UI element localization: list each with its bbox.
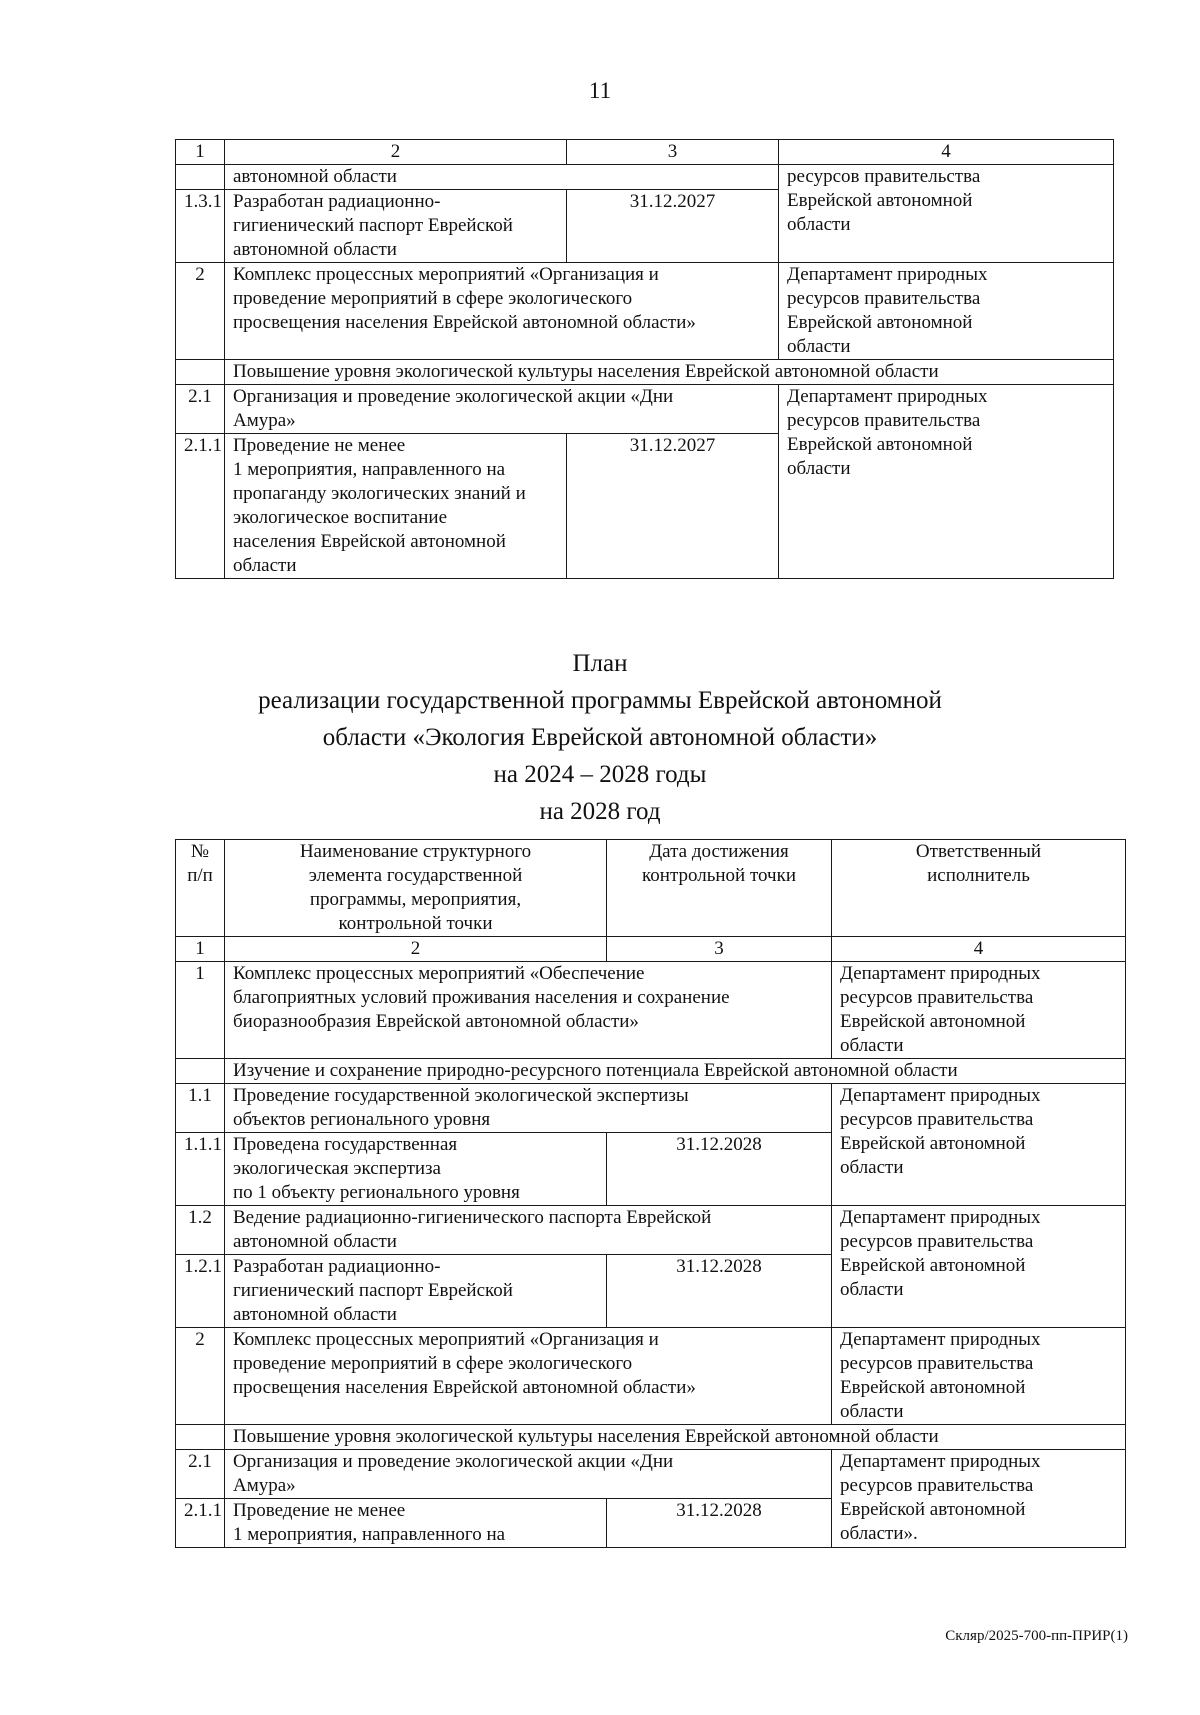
row-number: 2.1	[176, 385, 225, 434]
line: области	[840, 1279, 904, 1300]
row-responsible	[779, 385, 1114, 579]
row-number: 1.1.1	[176, 1133, 225, 1206]
table-row	[176, 1450, 1126, 1499]
line: Департамент природных	[787, 264, 988, 285]
col-number: 3	[567, 140, 779, 165]
line: п/п	[187, 865, 213, 886]
col-number: 1	[176, 937, 225, 962]
table-row	[176, 1206, 1126, 1255]
line: области	[233, 555, 297, 576]
row-name	[225, 1499, 607, 1548]
plan-table-2027-continuation	[175, 139, 1114, 579]
col-number: 4	[779, 140, 1114, 165]
row-responsible	[832, 1206, 1126, 1328]
column-number-row	[176, 140, 1114, 165]
line: проведение мероприятий в сфере экологического	[233, 288, 633, 309]
col-number: 2	[225, 937, 607, 962]
line: Ответственный	[915, 841, 1042, 862]
row-number	[176, 165, 225, 190]
row-date: 31.12.2028	[607, 1255, 832, 1328]
plan-heading	[0, 645, 1200, 830]
row-number: 2.1.1	[176, 434, 225, 579]
line: области	[840, 1157, 904, 1178]
line: области	[787, 336, 851, 357]
goal-text: Повышение уровня экологической культуры населения Еврейской автономной области	[225, 360, 1114, 385]
line: Еврейской автономной	[840, 1133, 1026, 1154]
line: области».	[840, 1523, 918, 1544]
table-row	[176, 962, 1126, 1059]
row-number	[176, 1059, 225, 1084]
heading-line: области «Экология Еврейской автономной области»	[322, 724, 878, 751]
line: Амура»	[233, 410, 296, 431]
line: ресурсов правительства	[840, 1475, 1034, 1496]
line: Еврейской автономной	[840, 1377, 1026, 1398]
line: Еврейской автономной	[840, 1255, 1026, 1276]
goal-row	[176, 1059, 1126, 1084]
row-name	[225, 1450, 832, 1499]
row-name	[225, 1255, 607, 1328]
line: Проведена государственная	[233, 1134, 458, 1155]
row-name: автономной области	[225, 165, 779, 190]
table-row	[176, 385, 1114, 434]
line: области	[840, 1035, 904, 1056]
row-responsible	[832, 962, 1126, 1059]
row-number: 1	[176, 962, 225, 1059]
line: ресурсов правительства	[840, 1231, 1034, 1252]
heading-line: на 2028 год	[539, 798, 661, 825]
line: гигиенический паспорт Еврейской	[233, 215, 513, 236]
line: Департамент природных	[840, 1085, 1041, 1106]
row-name	[225, 1133, 607, 1206]
line: Проведение государственной экологической экспертизы	[233, 1085, 689, 1106]
line: проведение мероприятий в сфере экологического	[233, 1353, 633, 1374]
row-number	[176, 1425, 225, 1450]
row-name	[225, 1084, 832, 1133]
line: Еврейской автономной	[787, 434, 973, 455]
col-number: 2	[225, 140, 567, 165]
table-row	[176, 1084, 1126, 1133]
heading-line: на 2024 – 2028 годы	[493, 761, 707, 788]
document-code: Скляр/2025-700-пп-ПРИР(1)	[945, 1628, 1128, 1644]
line: Департамент природных	[840, 1207, 1041, 1228]
line: Проведение не менее	[233, 435, 406, 456]
table-row	[176, 263, 1114, 360]
line: просвещения населения Еврейской автономной области»	[233, 1377, 696, 1398]
header-name	[225, 840, 607, 937]
line: 1 мероприятия, направленного на	[233, 1524, 506, 1545]
row-number: 2	[176, 1328, 225, 1425]
line: Организация и проведение экологической акции «Дни	[233, 386, 674, 407]
line: контрольной точки	[642, 865, 796, 886]
line: Департамент природных	[840, 1451, 1041, 1472]
line: биоразнообразия Еврейской автономной области»	[233, 1011, 639, 1032]
row-responsible	[779, 263, 1114, 360]
line: Комплекс процессных мероприятий «Организация и	[233, 264, 659, 285]
col-number: 4	[832, 937, 1126, 962]
col-number: 3	[607, 937, 832, 962]
row-number: 2.1	[176, 1450, 225, 1499]
row-date: 31.12.2027	[567, 434, 779, 579]
line: ресурсов правительства	[840, 1109, 1034, 1130]
row-name	[225, 385, 779, 434]
header-responsible	[832, 840, 1126, 937]
line: области	[787, 214, 851, 235]
line: ресурсов правительства	[840, 987, 1034, 1008]
line: Наименование структурного	[299, 841, 532, 862]
row-responsible	[832, 1328, 1126, 1425]
col-number: 1	[176, 140, 225, 165]
goal-row	[176, 1425, 1126, 1450]
heading-line: реализации государственной программы Еврейской автономной	[258, 687, 942, 714]
row-name	[225, 1206, 832, 1255]
goal-text: Изучение и сохранение природно-ресурсного потенциала Еврейской автономной области	[225, 1059, 1126, 1084]
line: Департамент природных	[840, 963, 1041, 984]
line: области	[840, 1401, 904, 1422]
line: ресурсов правительства	[787, 288, 981, 309]
line: ресурсов правительства	[787, 410, 981, 431]
line: Дата достижения	[649, 841, 789, 862]
goal-row	[176, 360, 1114, 385]
header-row	[176, 840, 1126, 937]
row-number: 2	[176, 263, 225, 360]
row-responsible	[832, 1450, 1126, 1548]
line: Проведение не менее	[233, 1500, 406, 1521]
line: автономной области	[233, 1304, 397, 1325]
row-number: 1.2.1	[176, 1255, 225, 1328]
line: Разработан радиационно-	[233, 191, 441, 212]
line: ресурсов правительства	[840, 1353, 1034, 1374]
line: области	[787, 458, 851, 479]
row-number: 1.2	[176, 1206, 225, 1255]
page-number: 11	[588, 78, 612, 103]
line: Ведение радиационно-гигиенического паспорта Еврейской	[233, 1207, 712, 1228]
line: Еврейской автономной	[840, 1499, 1026, 1520]
line: экологическая экспертиза	[233, 1158, 441, 1179]
table-row	[176, 1328, 1126, 1425]
column-number-row	[176, 937, 1126, 962]
row-name	[225, 190, 567, 263]
line: Разработан радиационно-	[233, 1256, 441, 1277]
row-number: 1.1	[176, 1084, 225, 1133]
row-number: 1.3.1	[176, 190, 225, 263]
plan-table-2028	[175, 839, 1126, 1548]
line: автономной области	[233, 239, 397, 260]
line: Комплекс процессных мероприятий «Организация и	[233, 1329, 659, 1350]
line: Департамент природных	[787, 386, 988, 407]
line: элемента государственной	[308, 865, 523, 886]
line: просвещения населения Еврейской автономной области»	[233, 312, 696, 333]
line: Еврейской автономной	[787, 190, 973, 211]
row-responsible	[779, 165, 1114, 263]
row-date: 31.12.2028	[607, 1499, 832, 1548]
row-name	[225, 962, 832, 1059]
row-name	[225, 1328, 832, 1425]
line: №	[190, 841, 210, 862]
row-date: 31.12.2028	[607, 1133, 832, 1206]
table-row	[176, 165, 1114, 190]
row-number: 2.1.1	[176, 1499, 225, 1548]
row-number	[176, 360, 225, 385]
line: гигиенический паспорт Еврейской	[233, 1280, 513, 1301]
line: исполнитель	[927, 865, 1030, 886]
row-responsible	[832, 1084, 1126, 1206]
line: автономной области	[233, 1231, 397, 1252]
line: Департамент природных	[840, 1329, 1041, 1350]
goal-text: Повышение уровня экологической культуры населения Еврейской автономной области	[225, 1425, 1126, 1450]
line: Еврейской автономной	[787, 312, 973, 333]
line: пропаганду экологических знаний и	[233, 483, 526, 504]
header-number	[176, 840, 225, 937]
line: благоприятных условий проживания населения и сохранение	[233, 987, 730, 1008]
line: контрольной точки	[338, 913, 493, 934]
row-date: 31.12.2027	[567, 190, 779, 263]
row-name	[225, 434, 567, 579]
header-date	[607, 840, 832, 937]
line: населения Еврейской автономной	[233, 531, 506, 552]
line: ресурсов правительства	[787, 166, 981, 187]
line: Еврейской автономной	[840, 1011, 1026, 1032]
line: экологическое воспитание	[233, 507, 448, 528]
line: Амура»	[233, 1475, 296, 1496]
heading-line: План	[572, 650, 628, 677]
line: программы, мероприятия,	[309, 889, 522, 910]
row-name	[225, 263, 779, 360]
line: по 1 объекту регионального уровня	[233, 1182, 520, 1203]
line: Организация и проведение экологической акции «Дни	[233, 1451, 674, 1472]
line: объектов регионального уровня	[233, 1109, 491, 1130]
line: 1 мероприятия, направленного на	[233, 459, 506, 480]
line: Комплекс процессных мероприятий «Обеспечение	[233, 963, 645, 984]
